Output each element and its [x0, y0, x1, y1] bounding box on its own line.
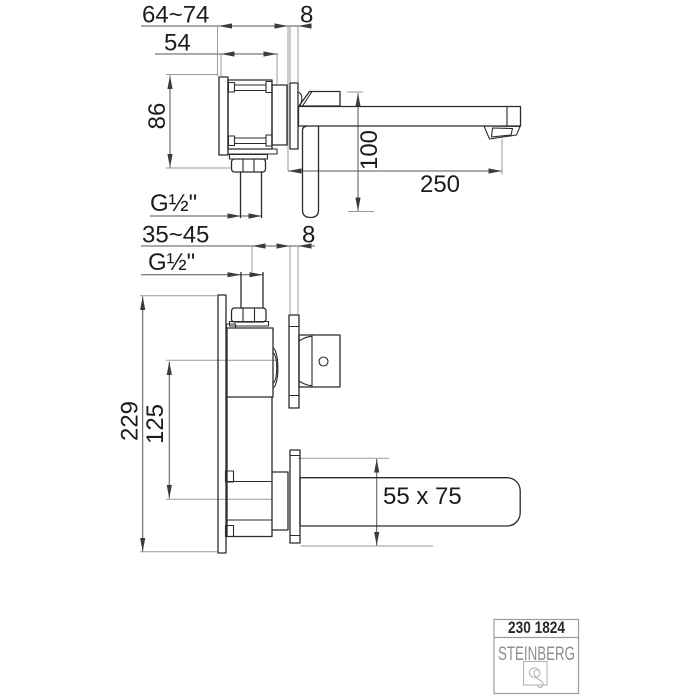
brand-name: STEINBERG — [498, 643, 575, 665]
dim-label-escutcheon-size: 55 x 75 — [383, 483, 462, 510]
inlet-pipe — [241, 273, 263, 309]
top-view — [141, 2, 521, 219]
hex-nut-bottom — [232, 308, 267, 322]
dim-label-spout-length: 250 — [419, 171, 461, 198]
spout-escutcheon — [290, 450, 300, 543]
dim-label-plate-height: 229 — [116, 400, 144, 442]
upper-bolt — [229, 82, 273, 93]
lower-bolt — [229, 135, 273, 146]
dim-label-axis-offset: 125 — [142, 403, 169, 445]
spout — [299, 107, 521, 127]
dim-label-depth-range-top: 64~74 — [142, 1, 210, 29]
bottom-view-geometry — [218, 273, 520, 554]
dim-label-thread-top: G½" — [150, 190, 198, 217]
supply-pipe — [241, 172, 262, 218]
dim-label-depth-range-bottom: 35~45 — [142, 221, 210, 249]
bottom-view — [117, 222, 521, 554]
dim-label-plate-thickness-top: 8 — [300, 1, 314, 29]
spout-connector — [272, 472, 288, 530]
washer — [230, 155, 268, 160]
dim-label-body-width: 54 — [164, 29, 191, 57]
cartridge-dome — [273, 348, 278, 388]
wall-plate — [290, 83, 298, 149]
handle-index-dot — [319, 357, 328, 366]
dim-label-thread-bottom: G½" — [148, 249, 196, 276]
mounting-plate — [218, 295, 226, 553]
article-number: 230 1824 — [508, 618, 566, 637]
cartridge-housing — [272, 85, 287, 145]
mounting-flange — [219, 77, 228, 155]
dim-label-plate-thickness-bottom: 8 — [302, 221, 316, 249]
title-block — [494, 618, 579, 694]
handle-escutcheon — [289, 315, 299, 408]
body-base — [228, 149, 277, 154]
handle-assembly — [299, 335, 340, 387]
valve-body-bottom — [227, 328, 273, 397]
aerator — [484, 126, 520, 139]
dim-label-body-height: 86 — [144, 102, 171, 130]
hex-nut — [232, 159, 266, 172]
body-lower-column — [227, 397, 272, 537]
dim-label-handle-drop: 100 — [356, 129, 383, 171]
lever-handle — [298, 92, 341, 218]
